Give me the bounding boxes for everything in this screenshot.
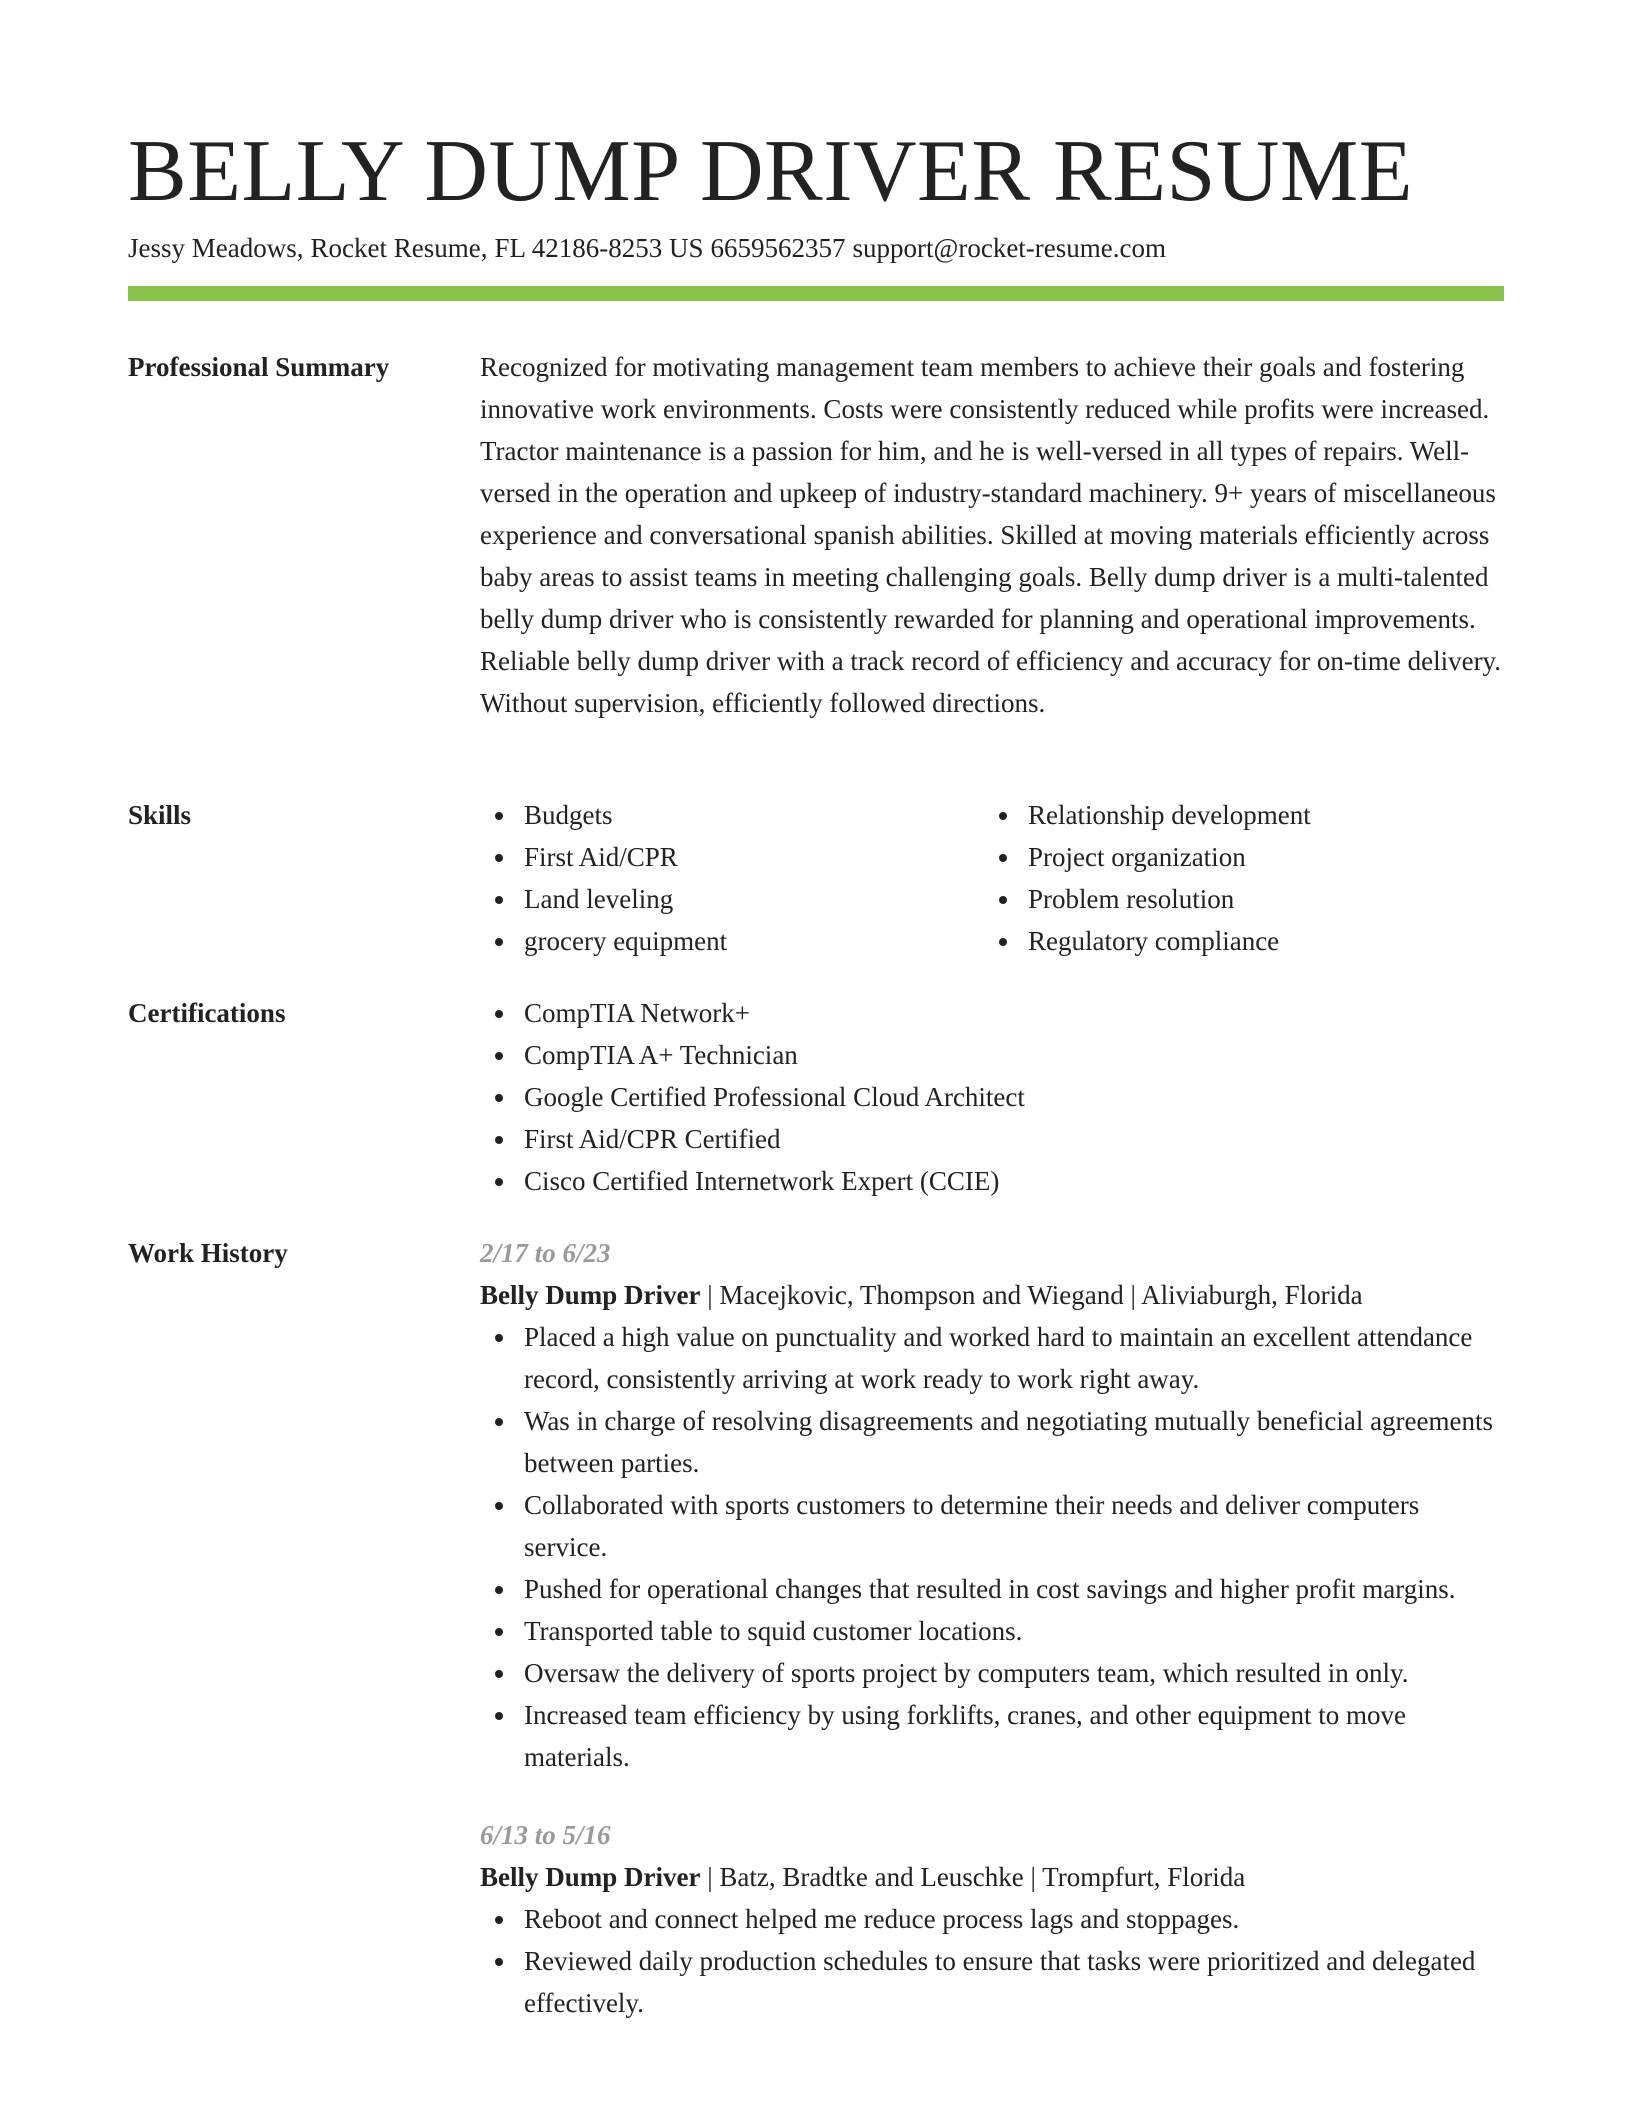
certifications-body (480, 992, 1504, 1202)
skill-item: Budgets (480, 794, 984, 836)
job-bullet: Oversaw the delivery of sports project by computers team, which resulted in only. (480, 1652, 1504, 1694)
contact-phone: 6659562357 (710, 233, 846, 263)
work-history-body (480, 1232, 1504, 2060)
certifications-label: Certifications (128, 998, 286, 1028)
job-responsibilities (480, 1898, 1504, 2024)
job-bullet: Collaborated with sports customers to determine their needs and deliver computers service. (480, 1484, 1504, 1568)
job-bullet: Reboot and connect helped me reduce process lags and stoppages. (480, 1898, 1504, 1940)
certification-item: CompTIA Network+ (480, 992, 1504, 1034)
job-bullet: Was in charge of resolving disagreements and negotiating mutually beneficial agreements between parties. (480, 1400, 1504, 1484)
skills-list-left (480, 794, 984, 962)
contact-company: Rocket Resume, (310, 233, 488, 263)
job-entry (480, 1232, 1504, 1778)
job-entry (480, 1814, 1504, 2024)
job-bullet: Reviewed daily production schedules to ensure that tasks were prioritized and delegated effectively. (480, 1940, 1504, 2024)
certification-item: First Aid/CPR Certified (480, 1118, 1504, 1160)
skills-columns (480, 794, 1504, 962)
contact-location: FL 42186-8253 US (494, 233, 704, 263)
skill-item: Problem resolution (984, 878, 1488, 920)
job-responsibilities (480, 1316, 1504, 1778)
certification-item: Cisco Certified Internetwork Expert (CCIE) (480, 1160, 1504, 1202)
job-bullet: Placed a high value on punctuality and worked hard to maintain an excellent attendance record, consistently arriving at work ready to work right away. (480, 1316, 1504, 1400)
job-dates: 6/13 to 5/16 (480, 1820, 611, 1850)
summary-body (480, 346, 1504, 724)
skills-body (480, 794, 1504, 962)
job-heading (480, 1274, 1504, 1316)
job-role: Belly Dump Driver (480, 1280, 701, 1310)
accent-divider (128, 286, 1504, 301)
job-role: Belly Dump Driver (480, 1862, 701, 1892)
job-employer-location: | Macejkovic, Thompson and Wiegand | Aliviaburgh, Florida (700, 1280, 1363, 1310)
contact-email: support@rocket-resume.com (852, 233, 1167, 263)
work-history-label: Work History (128, 1238, 288, 1268)
job-bullet: Increased team efficiency by using forklifts, cranes, and other equipment to move materials. (480, 1694, 1504, 1778)
certifications-list (480, 992, 1504, 1202)
skill-item: Land leveling (480, 878, 984, 920)
certification-item: Google Certified Professional Cloud Architect (480, 1076, 1504, 1118)
skill-item: grocery equipment (480, 920, 984, 962)
contact-name: Jessy Meadows, (128, 233, 304, 263)
skills-list-right (984, 794, 1488, 962)
skill-item: Regulatory compliance (984, 920, 1488, 962)
job-employer-location: | Batz, Bradtke and Leuschke | Trompfurt, Florida (700, 1862, 1246, 1892)
job-bullet: Pushed for operational changes that resulted in cost savings and higher profit margins. (480, 1568, 1504, 1610)
skill-item: First Aid/CPR (480, 836, 984, 878)
contact-line (128, 230, 1173, 266)
skill-item: Relationship development (984, 794, 1488, 836)
resume-title: BELLY DUMP DRIVER RESUME (128, 123, 1413, 220)
skill-item: Project organization (984, 836, 1488, 878)
certification-item: CompTIA A+ Technician (480, 1034, 1504, 1076)
skills-label: Skills (128, 800, 192, 830)
summary-label: Professional Summary (128, 352, 390, 382)
job-dates: 2/17 to 6/23 (480, 1238, 611, 1268)
summary-text: Recognized for motivating management team members to achieve their goals and fostering innovative work environments. Costs were consistently reduced while profits were increased. Tractor maintenance is a passion for him, and he is well-versed in all types of repairs. Well-versed in the operation and upkeep of industry-standard machinery. 9+ years of miscellaneous experience and conversational spanish abilities. Skilled at moving materials efficiently across baby areas to assist teams in meeting challenging goals. Belly dump driver is a multi-talented belly dump driver who is consistently rewarded for planning and operational improvements. Reliable belly dump driver with a track record of efficiency and accuracy for on-time delivery. Without supervision, efficiently followed directions. (480, 352, 1502, 718)
job-heading (480, 1856, 1504, 1898)
job-bullet: Transported table to squid customer locations. (480, 1610, 1504, 1652)
